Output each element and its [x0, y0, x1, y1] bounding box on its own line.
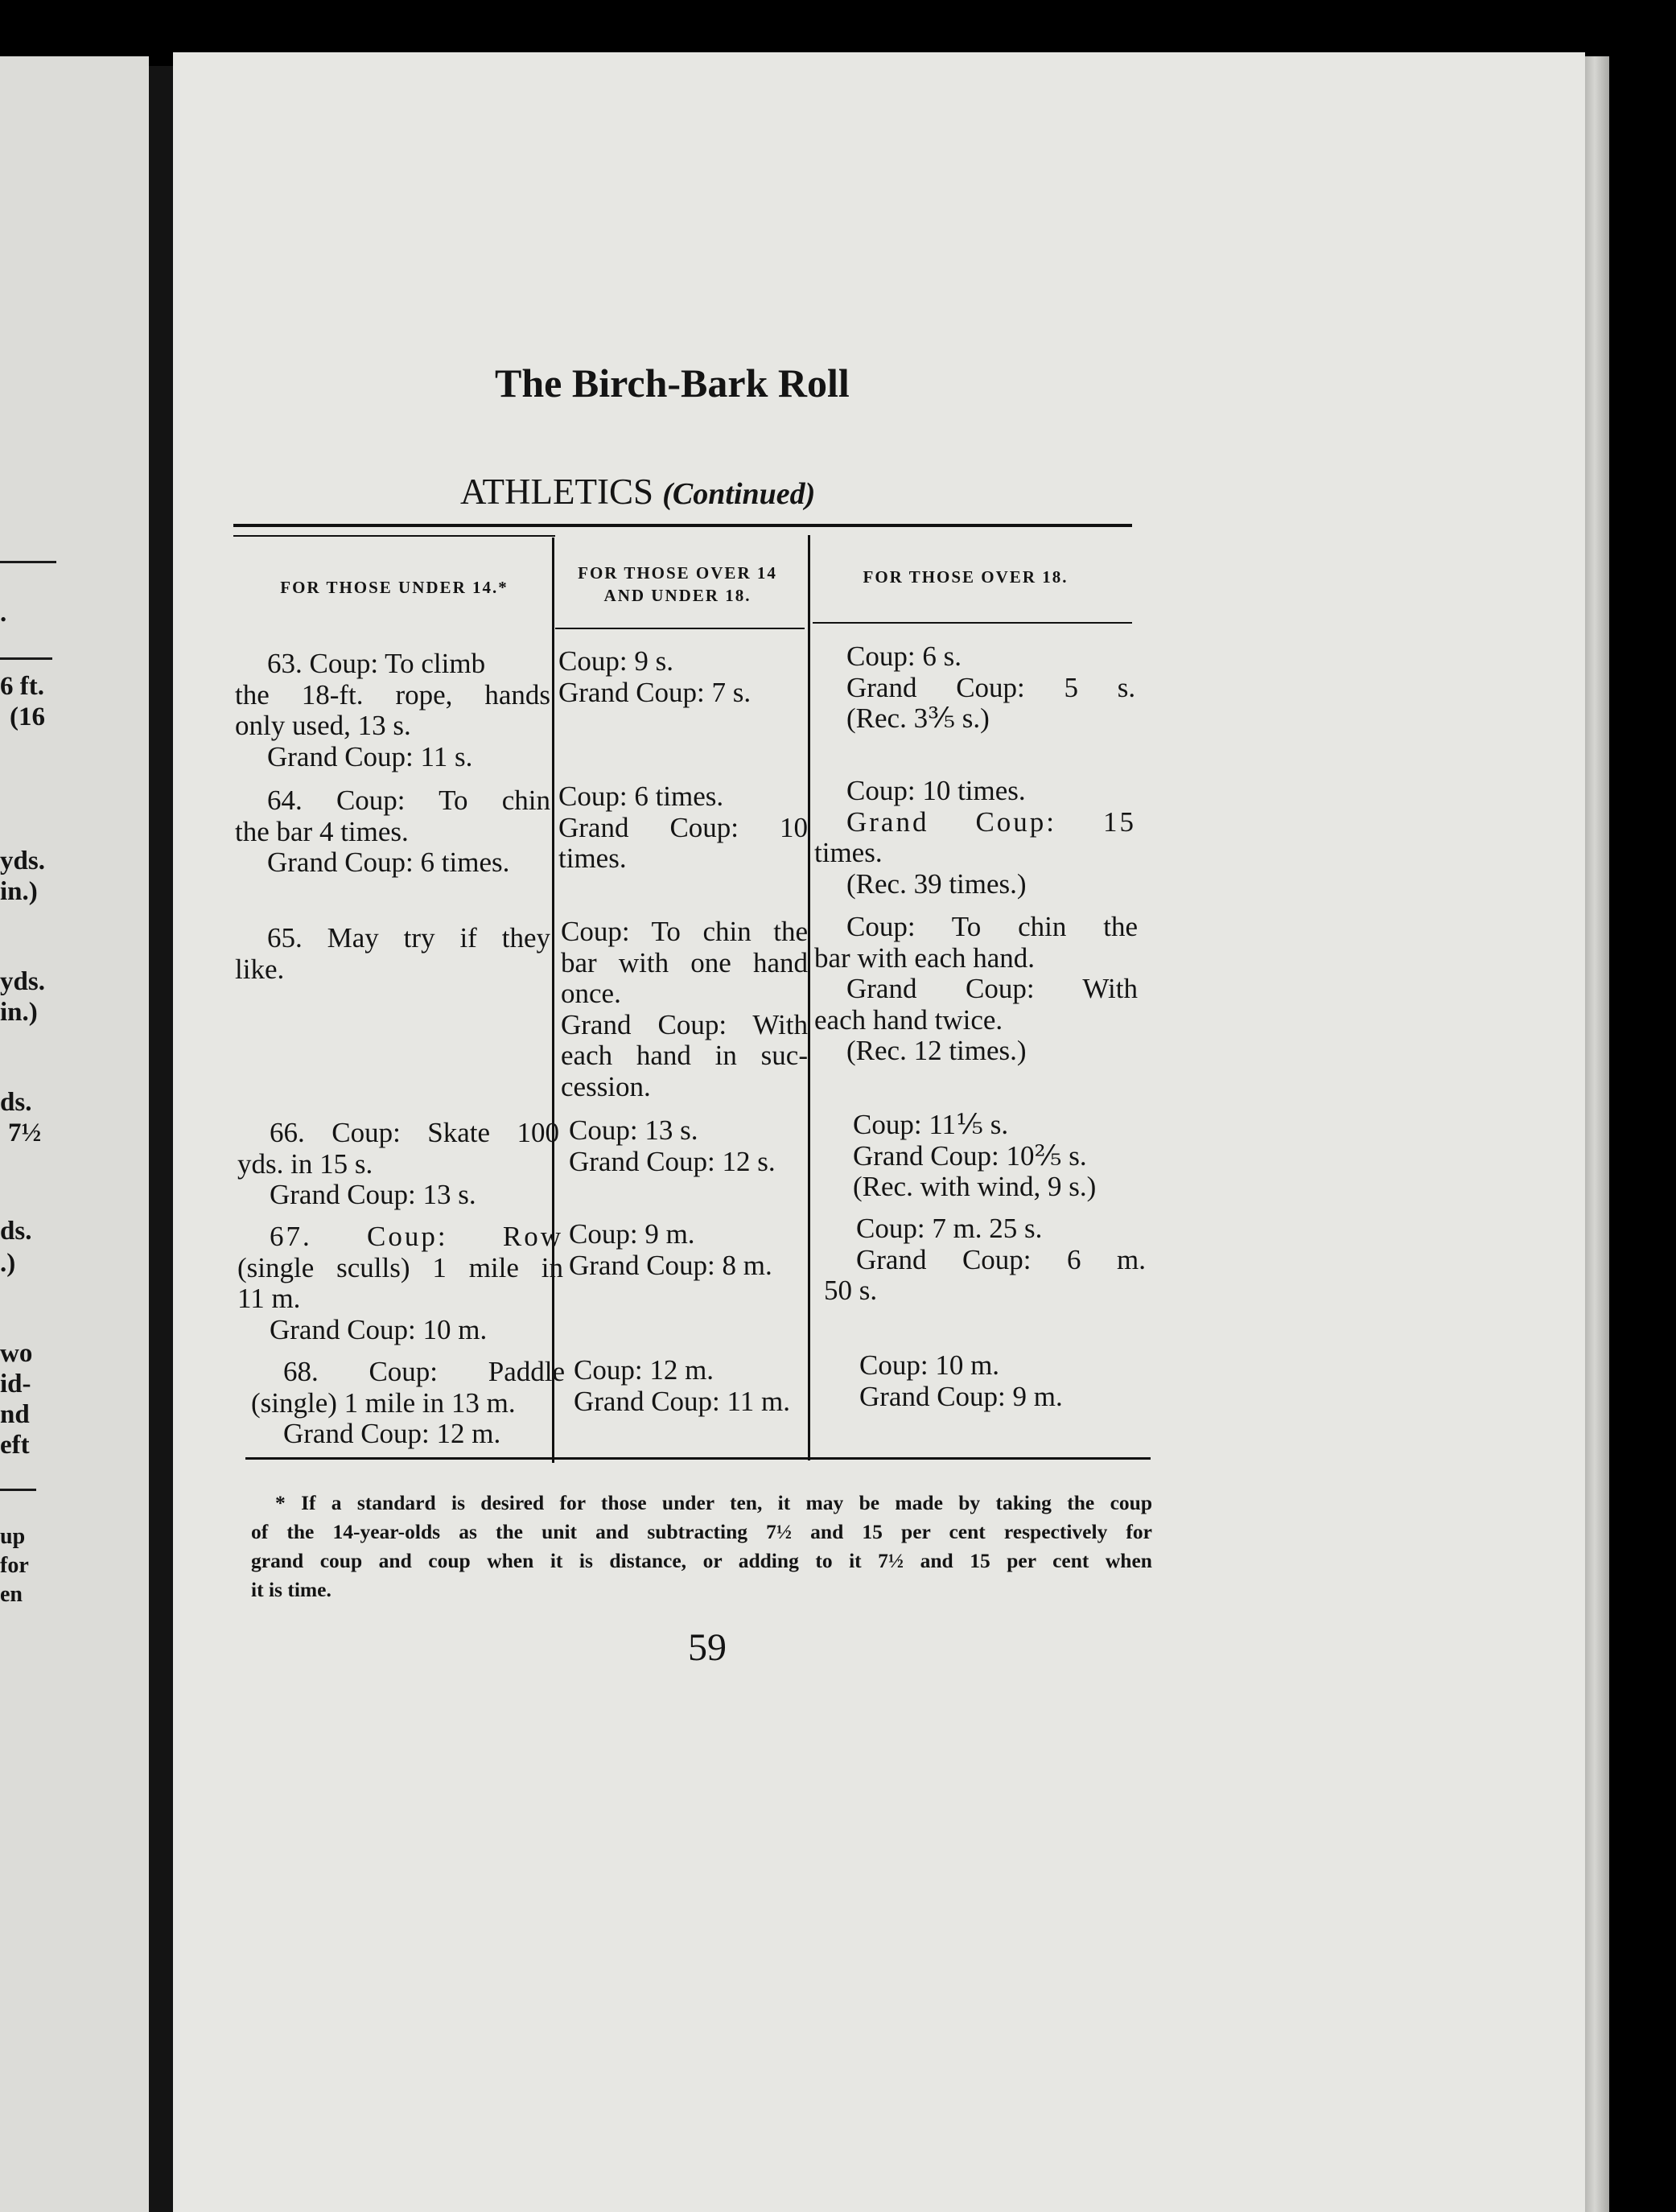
- cell-line: Grand Coup: 11 m.: [574, 1385, 790, 1417]
- cell-line: each hand twice.: [814, 1003, 1003, 1036]
- cell-line: the bar 4 times.: [235, 815, 409, 847]
- table-cell-row66-col1: [237, 1118, 559, 1211]
- cell-line: Coup: 6 s.: [846, 641, 962, 672]
- footnote-line: it is time.: [251, 1578, 331, 1601]
- left-page-fragment: .: [0, 599, 7, 628]
- section-continued: (Continued): [662, 477, 816, 511]
- left-page-rule: [0, 657, 52, 660]
- cell-line: Coup: 9 s.: [558, 645, 673, 677]
- cell-line: Grand Coup: 9 m.: [859, 1380, 1063, 1412]
- left-page-fragment: 6 ft.: [0, 672, 44, 701]
- table-cell-row66-col3: [821, 1110, 1143, 1203]
- left-page-fragment: in.): [0, 877, 38, 906]
- cell-line: (Rec. 39 times.): [846, 867, 1027, 900]
- cell-line: Grand Coup: 15: [846, 805, 1136, 838]
- left-page-fragment: 7½: [8, 1118, 42, 1147]
- left-page-fragment: yds.: [0, 846, 45, 875]
- cell-line: (Rec. with wind, 9 s.): [853, 1171, 1097, 1202]
- section-title-text: ATHLETICS: [460, 472, 653, 512]
- column-header-line: FOR THOSE OVER 14: [578, 563, 777, 583]
- cell-line: Grand Coup: 10⅖ s.: [853, 1139, 1087, 1172]
- cell-line: Grand Coup: 5 s.: [846, 671, 1136, 703]
- table-cell-row67-col2: [569, 1219, 818, 1281]
- table-cell-row65-col2: [561, 917, 808, 1102]
- left-page-fragment: nd: [0, 1400, 30, 1429]
- cell-line: (single) 1 mile in 13 m.: [251, 1386, 516, 1419]
- left-page-rule: [0, 1489, 36, 1491]
- cell-line: Coup: 13 s.: [569, 1114, 698, 1146]
- page-edge: [1585, 56, 1609, 2212]
- running-head: The Birch-Bark Roll: [495, 360, 850, 406]
- left-page-fragment: wo: [0, 1339, 33, 1368]
- cell-line: 68. Coup: Paddle: [283, 1356, 565, 1387]
- cell-line: times.: [558, 842, 627, 874]
- cell-line: bar with each hand.: [814, 941, 1036, 974]
- cell-line: Grand Coup: 8 m.: [569, 1249, 772, 1281]
- table-cell-row63-col3: [814, 641, 1136, 735]
- table-cell-row64-col2: [558, 781, 808, 875]
- table-cell-row64-col1: [235, 785, 550, 879]
- cell-line: Coup: 12 m.: [574, 1354, 714, 1386]
- left-facing-page: [0, 56, 149, 2212]
- cell-line: once.: [561, 978, 621, 1009]
- cell-line: Grand Coup: 10: [558, 811, 808, 843]
- column-header-under-14: FOR THOSE UNDER 14.*: [280, 578, 509, 597]
- cell-line: Grand Coup: 10 m.: [270, 1313, 488, 1345]
- table-cell-row63-col1: [235, 649, 550, 772]
- left-page-fragment: .): [0, 1249, 16, 1278]
- header-bottom-rule: [555, 628, 805, 629]
- cell-line: only used, 13 s.: [235, 710, 411, 741]
- cell-line: Coup: 10 times.: [846, 775, 1026, 806]
- cell-line: Grand Coup: 12 m.: [283, 1418, 501, 1449]
- footnote-line: of the 14-year-olds as the unit and subtracting 7½ and 15 per cent respectively for: [251, 1520, 1152, 1543]
- cell-line: 63. Coup: To climb: [267, 648, 486, 679]
- cell-line: (Rec. 12 times.): [846, 1035, 1027, 1066]
- table-cell-row68-col1: [251, 1357, 565, 1450]
- cell-line: 50 s.: [824, 1275, 878, 1306]
- left-page-fragment: for: [0, 1553, 29, 1578]
- column-divider: [808, 535, 810, 1460]
- table-top-rule: [233, 524, 1132, 527]
- left-page-fragment: (16: [10, 702, 45, 731]
- left-page-fragment: in.): [0, 998, 38, 1027]
- cell-line: (single sculls) 1 mile in: [237, 1251, 563, 1283]
- footnote: [251, 1489, 1152, 1604]
- page-number: 59: [688, 1626, 727, 1669]
- cell-line: bar with one hand: [561, 946, 808, 978]
- left-page-fragment: ds.: [0, 1088, 32, 1117]
- left-page-fragment: id-: [0, 1370, 31, 1398]
- header-bottom-rule: [813, 622, 1132, 624]
- cell-line: Grand Coup: With: [561, 1008, 808, 1040]
- cell-line: the 18-ft. rope, hands: [235, 678, 550, 711]
- cell-line: Coup: To chin the: [561, 916, 808, 947]
- table-cell-row68-col2: [574, 1355, 823, 1417]
- cell-line: each hand in suc-: [561, 1040, 808, 1071]
- left-page-fragment: ds.: [0, 1217, 32, 1246]
- table-cell-row65-col3: [814, 912, 1138, 1067]
- table-cell-row67-col3: [824, 1213, 1146, 1307]
- cell-line: Coup: 10 m.: [859, 1349, 1000, 1381]
- cell-line: Coup: To chin the: [846, 911, 1138, 942]
- table-cell-row64-col3: [814, 776, 1136, 900]
- left-page-rule: [0, 561, 56, 563]
- left-page-fragment: eft: [0, 1431, 30, 1460]
- table-cell-row63-col2: [558, 646, 808, 708]
- cell-line: Grand Coup: 13 s.: [270, 1179, 476, 1210]
- cell-line: Coup: 11⅕ s.: [853, 1109, 1009, 1140]
- cell-line: 67. Coup: Row: [270, 1221, 563, 1252]
- column-header-line: AND UNDER 18.: [603, 586, 752, 605]
- cell-line: Grand Coup: With: [846, 973, 1138, 1004]
- cell-line: Grand Coup: 7 s.: [558, 676, 752, 708]
- table-bottom-rule: [245, 1457, 1151, 1460]
- cell-line: 64. Coup: To chin: [267, 785, 550, 816]
- left-page-fragment: up: [0, 1524, 26, 1549]
- table-top-rule-thin: [233, 535, 555, 537]
- cell-line: 65. May try if they: [267, 922, 550, 954]
- left-page-fragment: en: [0, 1582, 23, 1607]
- cell-line: Grand Coup: 12 s.: [569, 1145, 776, 1177]
- table-cell-row68-col3: [827, 1350, 1149, 1412]
- section-title: [460, 471, 815, 513]
- column-header-14-to-18: [557, 562, 798, 607]
- cell-line: cession.: [561, 1070, 651, 1102]
- table-cell-row66-col2: [569, 1115, 818, 1177]
- table-cell-row67-col1: [237, 1221, 563, 1345]
- column-header-over-18: FOR THOSE OVER 18.: [863, 567, 1069, 587]
- cell-line: Coup: 6 times.: [558, 781, 724, 812]
- cell-line: Grand Coup: 11 s.: [267, 740, 473, 772]
- cell-line: Coup: 7 m. 25 s.: [856, 1213, 1043, 1244]
- footnote-line: grand coup and coup when it is distance, or adding to it 7½ and 15 per cent when: [251, 1549, 1152, 1572]
- cell-line: times.: [814, 837, 883, 868]
- book-spine: [149, 66, 173, 2212]
- table-cell-row65-col1: [235, 923, 550, 985]
- left-page-fragment: yds.: [0, 967, 45, 996]
- cell-line: yds. in 15 s.: [237, 1147, 373, 1180]
- cell-line: (Rec. 3⅗ s.): [846, 702, 990, 734]
- cell-line: Grand Coup: 6 m.: [856, 1243, 1146, 1275]
- cell-line: Grand Coup: 6 times.: [267, 846, 510, 878]
- cell-line: 66. Coup: Skate 100: [270, 1117, 559, 1148]
- cell-line: Coup: 9 m.: [569, 1218, 695, 1250]
- footnote-line: * If a standard is desired for those under ten, it may be made by taking the coup: [275, 1491, 1152, 1514]
- cell-line: 11 m.: [237, 1283, 301, 1314]
- cell-line: like.: [235, 953, 285, 985]
